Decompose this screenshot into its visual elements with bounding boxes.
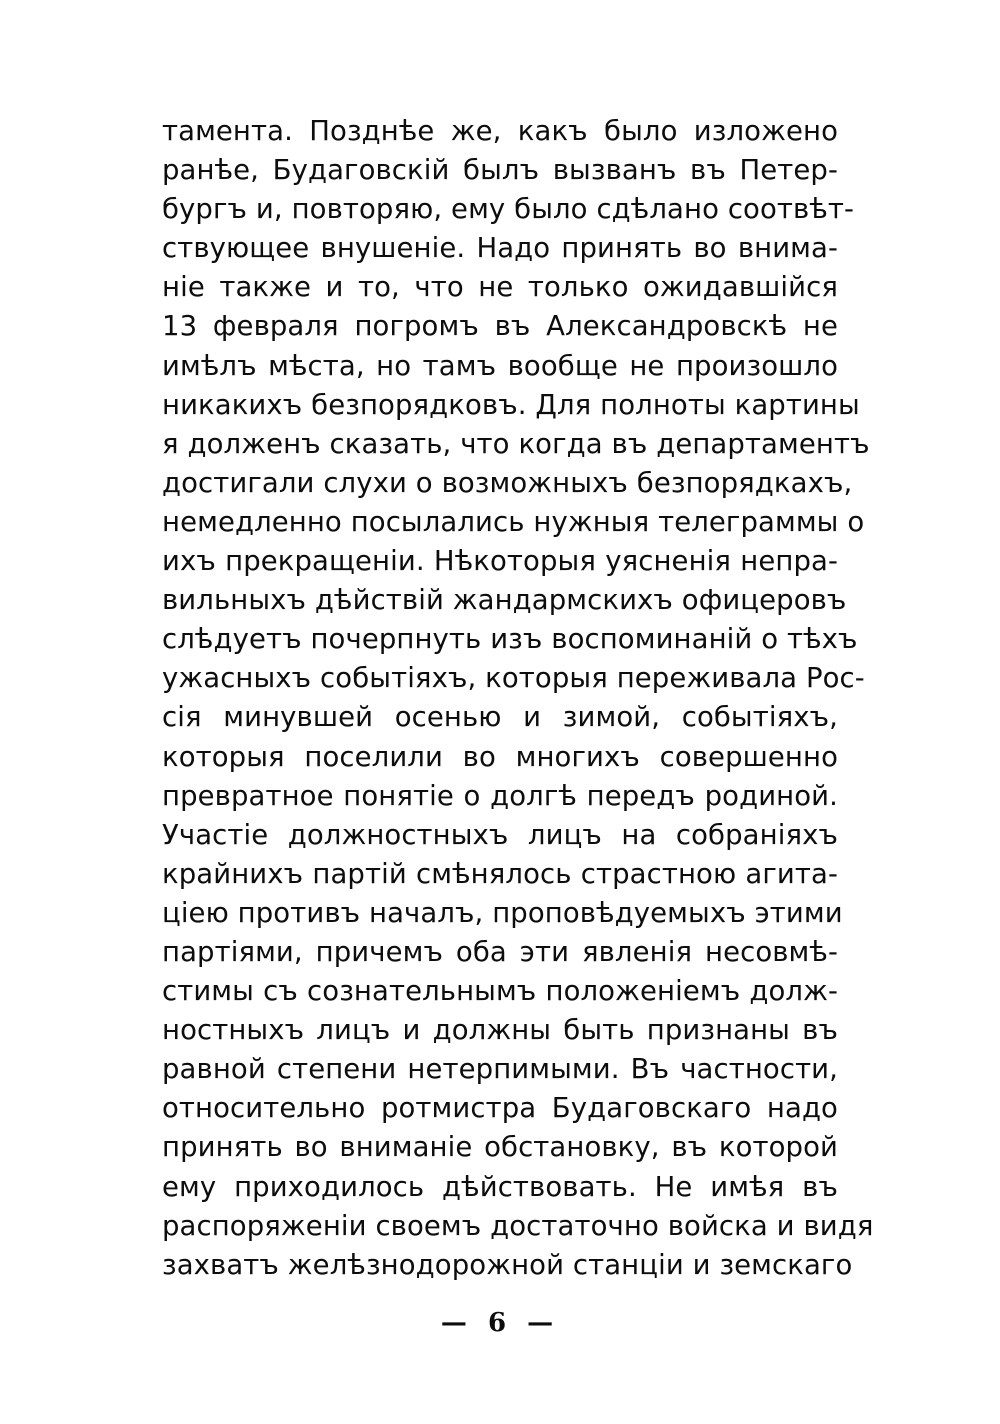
text-line-21: ціею противъ началъ, проповѣдуемыхъ этими (162, 896, 843, 929)
text-line-24: ностныхъ лицъ и должны быть признаны въ (162, 1014, 838, 1047)
text-line-28: ему приходилось дѣйствовать. Не имѣя въ (162, 1170, 838, 1203)
text-line-30: захватъ желѣзнодорожной станціи и земскаго (162, 1248, 853, 1281)
text-line-11: немедленно посылались нужныя телеграммы о (162, 505, 865, 538)
body-text (162, 112, 874, 1285)
text-line-19: Участіе должностныхъ лицъ на собраніяхъ (162, 818, 838, 851)
text-line-20: крайнихъ партій смѣнялось страстною агита- (162, 857, 838, 890)
text-line-5: ніе также и то, что не только ожидавшійся (162, 271, 838, 304)
text-line-8: никакихъ безпорядковъ. Для полноты картины (162, 388, 860, 421)
text-line-2: ранѣе, Будаговскій былъ вызванъ въ Петер- (162, 154, 838, 187)
text-line-17: которыя поселили во многихъ совершенно (162, 740, 838, 773)
text-line-22: партіями, причемъ оба эти явленія несовмѣ- (162, 935, 838, 968)
text-line-18: превратное понятіе о долгѣ передъ родиной. (162, 779, 838, 812)
text-line-14: слѣдуетъ почерпнуть изъ воспоминаній о тѣхъ (162, 623, 858, 656)
page-number: — 6 — (440, 1308, 560, 1338)
text-line-13: вильныхъ дѣйствій жандармскихъ офицеровъ (162, 584, 847, 617)
text-line-26: относительно ротмистра Будаговскаго надо (162, 1092, 838, 1125)
text-line-15: ужасныхъ событіяхъ, которыя переживала Рос- (162, 662, 865, 695)
text-line-16: сія минувшей осенью и зимой, событіяхъ, (162, 701, 838, 734)
text-line-1: тамента. Позднѣе же, какъ было изложено (162, 115, 838, 147)
text-line-12: ихъ прекращеніи. Нѣкоторыя уясненія непра- (162, 545, 838, 578)
text-line-23: стимы съ сознательнымъ положеніемъ долж- (162, 975, 838, 1008)
text-line-6: 13 февраля погромъ въ Александровскѣ не (162, 310, 838, 343)
text-line-25: равной степени нетерпимыми. Въ частности, (162, 1053, 838, 1086)
text-line-3: бургъ и, повторяю, ему было сдѣлано соотвѣт- (162, 193, 855, 226)
text-line-10: достигали слухи о возможныхъ безпорядкахъ, (162, 466, 853, 499)
text-line-4: ствующее внушеніе. Надо принять во внима- (162, 232, 838, 265)
text-line-27: принять во вниманіе обстановку, въ которой (162, 1131, 838, 1164)
text-line-29: распоряженіи своемъ достаточно войска и видя (162, 1209, 874, 1242)
text-line-7: имѣлъ мѣста, но тамъ вообще не произошло (162, 349, 838, 382)
text-line-9: я долженъ сказать, что когда въ департаментъ (162, 427, 870, 460)
